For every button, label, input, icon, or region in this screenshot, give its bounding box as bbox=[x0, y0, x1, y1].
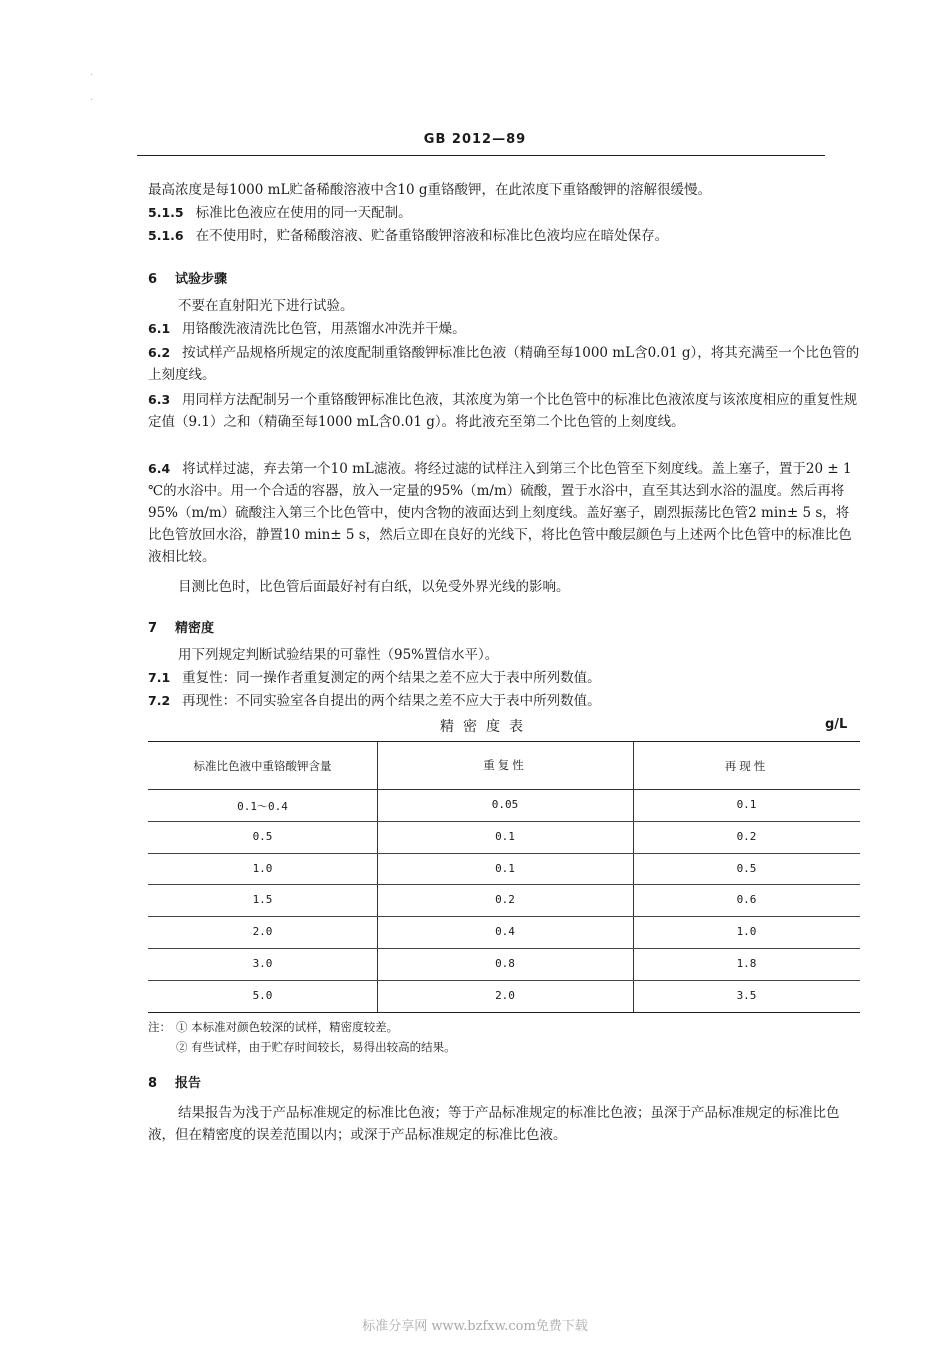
table-column-rule bbox=[377, 741, 378, 1012]
table-title: 精密度表 bbox=[440, 719, 532, 735]
clause-6-4 bbox=[148, 458, 860, 568]
table-cell: 1.0 bbox=[736, 925, 757, 939]
table-header-reproducibility: 再现性 bbox=[724, 759, 769, 773]
table-cell: 1.0 bbox=[252, 861, 273, 875]
clause-text: 将试样过滤，弃去第一个10 mL滤液。将经过滤的试样注入到第三个比色管至下刻度线。盖上塞子，置于20 ± 1 ℃的水浴中。用一个合适的容器，放入一定量的95%（m/m）硫酸，置于水浴中，直至其达到水浴的温度。然后再将95%（m/m）硫酸注入第三个比色管中，使内含物的液面达到上刻度线。盖好塞子，剧烈振荡比色管2 min± 5 s，将比色管放回水浴，静置10 min± 5 s，然后立即在良好的光线下，将比色管中酸层颜色与上述两个比色管中的标准比色液相比较。 bbox=[148, 461, 852, 565]
clause-5-1-5 bbox=[148, 202, 860, 224]
table-cell: 0.2 bbox=[736, 829, 757, 843]
watermark: 标准分享网 www.bzfxw.com免费下载 bbox=[362, 1319, 588, 1334]
clause-7-1 bbox=[148, 667, 860, 689]
table-cell: 3.5 bbox=[736, 988, 757, 1002]
section-7-heading bbox=[148, 617, 214, 636]
table-row-rule bbox=[148, 948, 860, 949]
section-title: 试验步骤 bbox=[175, 272, 228, 287]
section-6-heading bbox=[148, 268, 227, 287]
clause-number: 5.1.5 bbox=[148, 205, 184, 220]
table-cell: 2.0 bbox=[252, 925, 273, 939]
table-cell: 0.1 bbox=[495, 861, 515, 875]
table-header-content: 标准比色液中重铬酸钾含量 bbox=[193, 759, 332, 773]
table-cell: 0.8 bbox=[495, 957, 515, 970]
table-cell: 0.1 bbox=[736, 798, 757, 811]
clause-text: 用铬酸洗液清洗比色管，用蒸馏水冲洗并干燥。 bbox=[182, 321, 466, 337]
note-1: ① 本标准对颜色较深的试样，精密度较差。 bbox=[176, 1020, 399, 1034]
section-number: 8 bbox=[148, 1076, 158, 1091]
clause-text: 用同样方法配制另一个重铬酸钾标准比色液，其浓度为第一个比色管中的标准比色液浓度与该浓度相应的重复性规定值（9.1）之和（精确至每1000 mL含0.01 g）。将此液充至第二个比色管的上刻度线。 bbox=[148, 392, 858, 430]
section-8-text: 结果报告为浅于产品标准规定的标准比色液；等于产品标准规定的标准比色液；虽深于产品标准规定的标准比色液，但在精密度的误差范围以内；或深于产品标准规定的标准比色液。 bbox=[148, 1105, 840, 1143]
clause-number: 6.3 bbox=[148, 392, 171, 407]
section-7-intro: 用下列规定判断试验结果的可靠性（95%置信水平）。 bbox=[178, 647, 499, 663]
clause-text: 重复性：同一操作者重复测定的两个结果之差不应大于表中所列数值。 bbox=[182, 670, 601, 686]
scan-speck: · bbox=[90, 70, 94, 81]
clause-number: 7.2 bbox=[148, 693, 171, 708]
table-cell: 5.0 bbox=[252, 988, 273, 1002]
table-cell: 0.5 bbox=[736, 861, 757, 875]
clause-text: 按试样产品规格所规定的浓度配制重铬酸钾标准比色液（精确至每1000 mL含0.01 g），将其充满至一个比色管的上刻度线。 bbox=[148, 345, 860, 383]
table-cell: 0.5 bbox=[252, 829, 273, 843]
notes-label: 注： bbox=[148, 1020, 171, 1034]
scan-speck: · bbox=[90, 95, 94, 106]
table-header-repeatability: 重复性 bbox=[483, 758, 527, 772]
header-rule bbox=[137, 155, 825, 156]
table-column-rule bbox=[633, 741, 634, 1012]
section-6-intro: 不要在直射阳光下进行试验。 bbox=[178, 298, 354, 314]
clause-text: 再现性：不同实验室各自提出的两个结果之差不应大于表中所列数值。 bbox=[182, 693, 601, 709]
clause-6-3 bbox=[148, 389, 860, 433]
table-cell: 0.2 bbox=[495, 893, 515, 907]
table-cell: 0.05 bbox=[491, 798, 519, 811]
clause-number: 5.1.6 bbox=[148, 228, 184, 243]
section-number: 7 bbox=[148, 621, 158, 636]
table-cell: 0.1～0.4 bbox=[237, 800, 288, 813]
table-cell: 1.5 bbox=[252, 893, 273, 907]
clause-text: 在不使用时，贮备稀酸溶液、贮备重铬酸钾溶液和标准比色液均应在暗处保存。 bbox=[195, 228, 669, 244]
table-unit: g/L bbox=[825, 717, 848, 732]
table-cell: 1.8 bbox=[736, 957, 757, 970]
note-2: ② 有些试样，由于贮存时间较长，易得出较高的结果。 bbox=[176, 1040, 456, 1054]
table-row-rule bbox=[148, 821, 860, 822]
table-cell: 0.1 bbox=[495, 829, 515, 843]
clause-number: 6.4 bbox=[148, 461, 171, 476]
section-8-heading bbox=[148, 1072, 201, 1091]
clause-number: 6.1 bbox=[148, 321, 171, 336]
clause-number: 7.1 bbox=[148, 670, 171, 685]
clause-6-2 bbox=[148, 342, 860, 386]
section-title: 精密度 bbox=[175, 621, 215, 636]
table-cell: 0.4 bbox=[495, 925, 515, 939]
table-cell: 0.6 bbox=[736, 893, 757, 907]
table-header-rule bbox=[148, 789, 860, 790]
standard-header: GB 2012—89 bbox=[423, 132, 527, 147]
clause-text: 标准比色液应在使用的同一天配制。 bbox=[195, 205, 412, 221]
table-bottom-rule bbox=[148, 1012, 860, 1013]
clause-7-2 bbox=[148, 690, 860, 712]
table-cell: 3.0 bbox=[252, 957, 273, 970]
table-row-rule bbox=[148, 884, 860, 885]
clause-5-1-6 bbox=[148, 225, 860, 247]
section-6-eye-note: 目测比色时，比色管后面最好衬有白纸，以免受外界光线的影响。 bbox=[178, 579, 570, 595]
section-title: 报告 bbox=[175, 1076, 202, 1091]
section-number: 6 bbox=[148, 272, 158, 287]
table-row-rule bbox=[148, 853, 860, 854]
paragraph-top: 最高浓度是每1000 mL贮备稀酸溶液中含10 g重铬酸钾，在此浓度下重铬酸钾的溶解很缓慢。 bbox=[148, 182, 712, 198]
table-cell: 2.0 bbox=[495, 988, 515, 1002]
table-top-rule bbox=[148, 741, 860, 742]
table-row-rule bbox=[148, 980, 860, 981]
table-row-rule bbox=[148, 916, 860, 917]
clause-6-1 bbox=[148, 318, 860, 340]
clause-number: 6.2 bbox=[148, 345, 171, 360]
